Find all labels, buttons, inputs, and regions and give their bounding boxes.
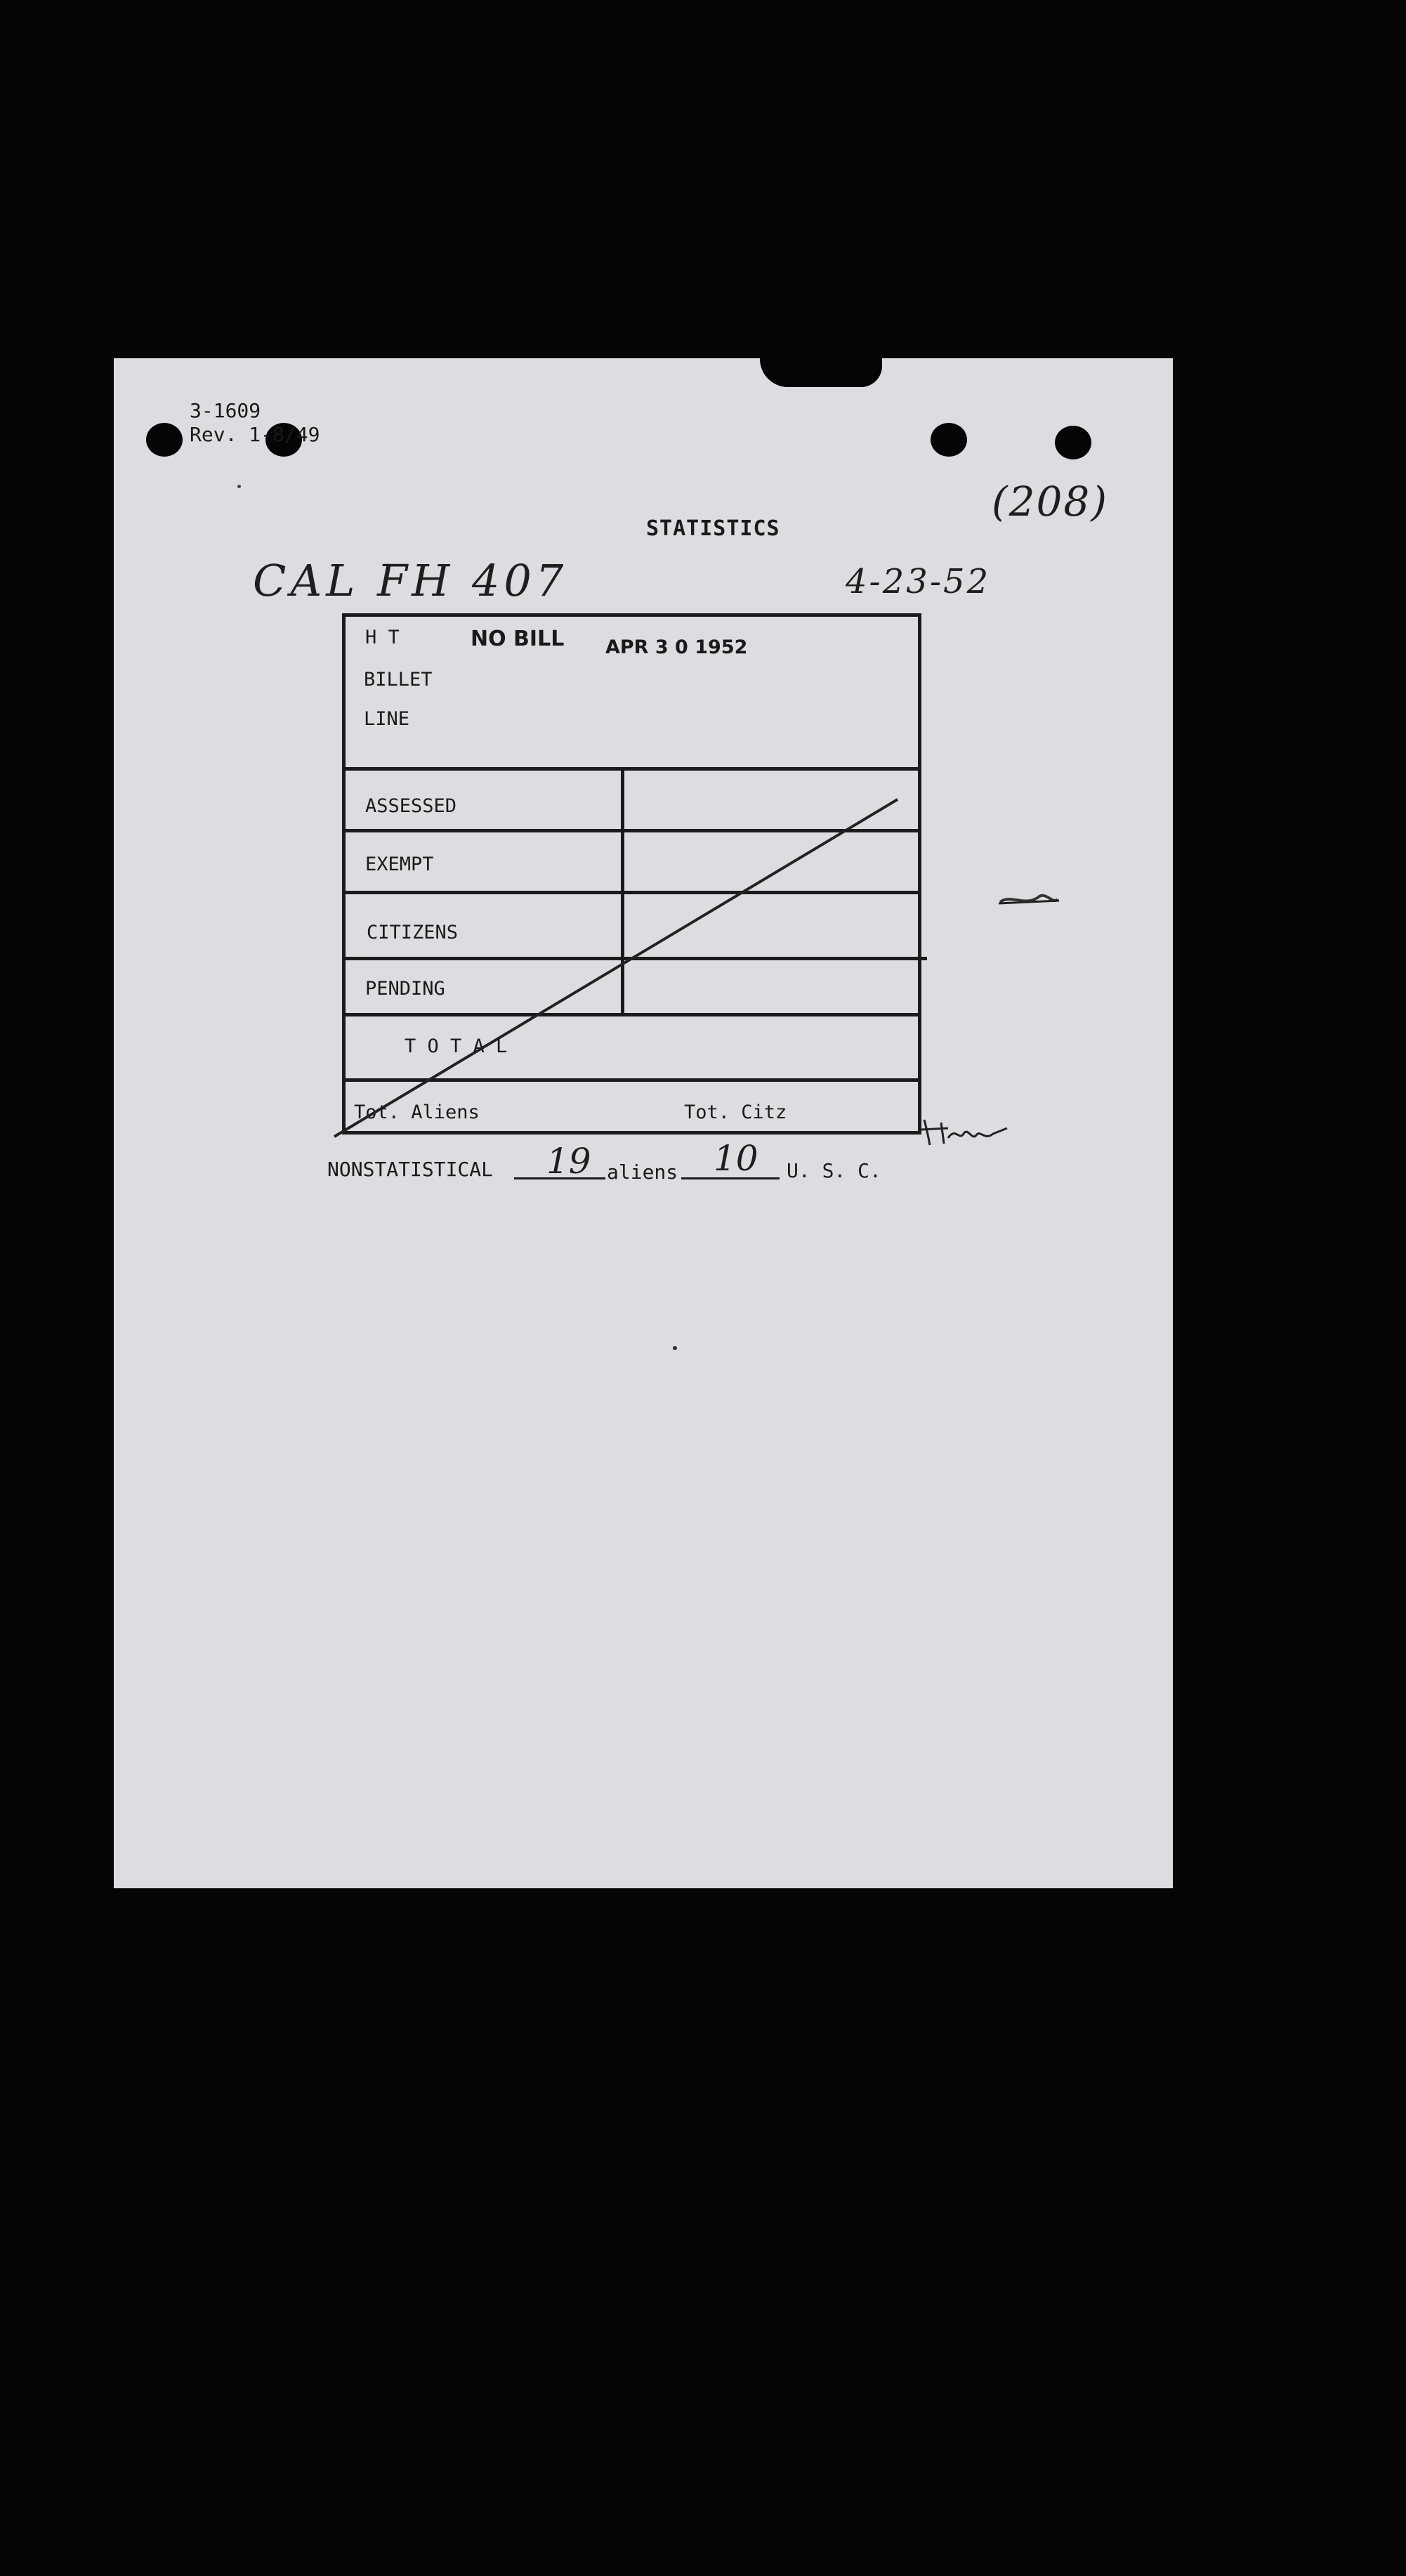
handwritten-number: (208) (992, 478, 1108, 525)
handwritten-usc-count: 10 (714, 1138, 758, 1179)
label-billet: BILLET (364, 669, 433, 691)
stamp-received-date: APR 3 0 1952 (605, 636, 748, 658)
stamp-no-bill: NO BILL (471, 627, 565, 651)
handwritten-initials (920, 1113, 1011, 1148)
form-revision: Rev. 1-8/49 (190, 423, 320, 446)
label-line: LINE (364, 708, 410, 730)
label-ht: H T (365, 627, 400, 648)
page-title: STATISTICS (646, 516, 780, 541)
handwritten-case-id: CAL FH 407 (253, 555, 568, 606)
paper-speck (237, 485, 241, 488)
row-label-pending: PENDING (365, 978, 445, 1000)
row-label-exempt: EXEMPT (365, 854, 434, 875)
form-code: 3-1609 (190, 399, 261, 422)
aliens-label: aliens (607, 1160, 678, 1184)
usc-label: U. S. C. (787, 1159, 881, 1182)
nonstatistical-line (327, 1158, 493, 1181)
handwritten-date: 4-23-52 (846, 562, 991, 601)
paper-speck (673, 1346, 677, 1350)
handwritten-aliens-count: 19 (546, 1141, 591, 1182)
total-citizens-label: Tot. Citz (684, 1101, 787, 1123)
crossed-out-mark (997, 887, 1060, 915)
total-aliens-label: Tot. Aliens (354, 1101, 480, 1123)
row-label-citizens: CITIZENS (367, 922, 459, 943)
total-label: T O T A L (405, 1035, 508, 1057)
row-label-assessed: ASSESSED (365, 795, 457, 817)
nonstatistical-label: NONSTATISTICAL (327, 1158, 494, 1181)
